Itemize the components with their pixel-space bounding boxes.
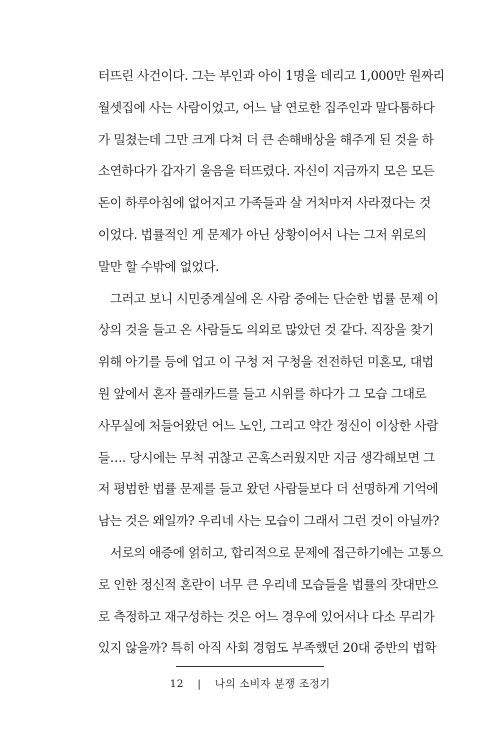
text-line: 사무실에 처들어왔던 어느 노인, 그리고 약간 정신이 이상한 사람 (98, 417, 439, 433)
page-number: 12 (169, 678, 184, 690)
text-line: 가 밀쳤는데 그만 크게 다쳐 더 큰 손해배상을 해주게 된 것을 하 (98, 131, 434, 147)
text-line: 이었다. 법률적인 게 문제가 아닌 상황이어서 나는 그저 위로의 (98, 226, 427, 242)
book-title: 나의 소비자 분쟁 조정기 (214, 678, 331, 690)
text-line: 터뜨린 사건이다. 그는 부인과 아이 1명을 데리고 1,000만 원짜리 (98, 68, 445, 83)
text-line: 상의 것을 들고 온 사람들도 의외로 많았던 것 같다. 직장을 찾기 (98, 322, 434, 338)
body-text (98, 60, 445, 664)
text-line: 월셋집에 사는 사람이었고, 어느 날 연로한 집주인과 말다툼하다 (98, 99, 435, 115)
footer-separator: | (197, 678, 202, 690)
text-line: 들…. 당시에는 무척 귀찮고 곤혹스러웠지만 지금 생각해보면 그 (98, 449, 435, 465)
text-line: 말만 할 수밖에 없었다. (98, 258, 219, 274)
text-line: 로 인한 정신적 혼란이 너무 큰 우리네 모습들을 법률의 잣대만으 (98, 576, 439, 592)
text-line: 남는 것은 왜일까? 우리네 사는 모습이 그래서 그런 것이 아닐까? (98, 513, 440, 529)
footer-divider (176, 666, 324, 667)
text-line: 돈이 하루아침에 없어지고 가족들과 살 거처마저 사라졌다는 것 (98, 195, 431, 211)
text-line: 위해 아기를 등에 업고 이 구청 저 구청을 전전하던 미혼모, 대법 (98, 354, 434, 370)
text-line: 저 평범한 법률 문제를 들고 왔던 사람들보다 더 선명하게 기억에 (98, 481, 439, 497)
page-footer (0, 676, 500, 691)
text-line: 로 측정하고 재구성하는 것은 어느 경우에 있어서나 다소 무리가 (98, 608, 435, 624)
text-line: 소연하다가 갑자기 울음을 터뜨렸다. 자신이 지금까지 모은 모든 (98, 163, 435, 179)
text-line: 그러고 보니 시민중계실에 온 사람 중에는 단순한 법률 문제 이 (110, 290, 439, 306)
text-line: 원 앞에서 혼자 플래카드를 들고 시위를 하다가 그 모습 그대로 (98, 385, 427, 401)
text-line: 서로의 애증에 얽히고, 합리적으로 문제에 접근하기에는 고통으 (110, 544, 443, 560)
text-line: 있지 않을까? 특히 아직 사회 경험도 부족했던 20대 중반의 법학 (98, 640, 437, 656)
